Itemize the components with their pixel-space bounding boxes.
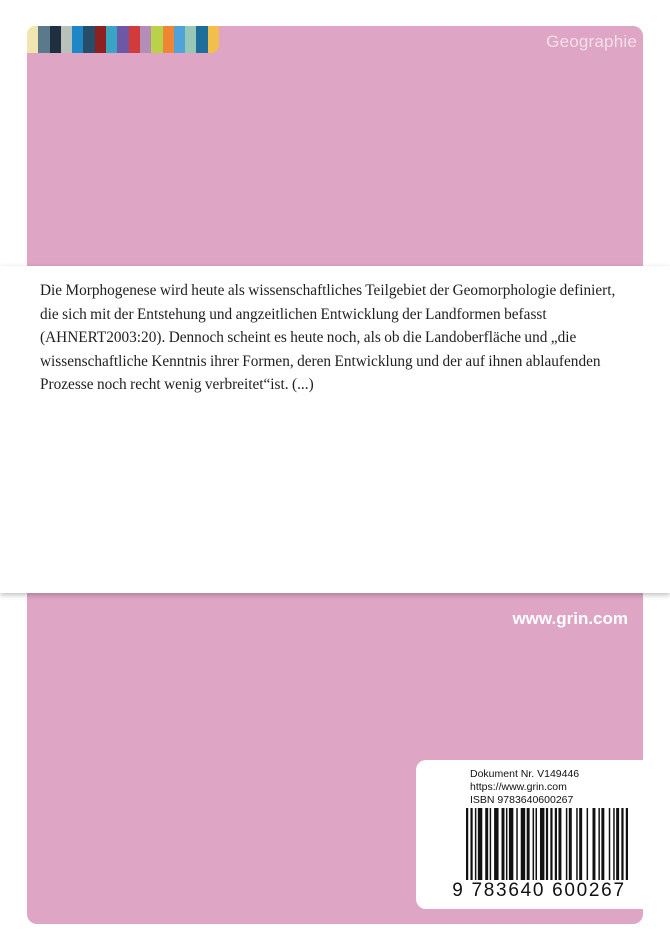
color-stripe [140, 26, 151, 53]
publisher-website: www.grin.com [512, 609, 628, 628]
barcode-bar [466, 808, 468, 880]
color-stripe [196, 26, 207, 53]
barcode-bar [598, 808, 599, 880]
color-stripe [174, 26, 185, 53]
color-stripes [27, 26, 219, 53]
color-stripe [163, 26, 174, 53]
barcode-bar [502, 808, 505, 880]
barcode-bar [533, 808, 534, 880]
barcode-bar [521, 808, 525, 880]
barcode-bar [587, 808, 588, 880]
barcode-bar [478, 808, 482, 880]
barcode-bar [555, 808, 557, 880]
barcode-digits: 9 783640 600267 [452, 880, 626, 901]
barcode-bar [509, 808, 513, 880]
barcode-bar [506, 808, 507, 880]
abstract-text: Die Morphogenese wird heute als wissenschaftliches Teilgebiet der Geomorphologie definiert, die sich mit der Entstehung und angzeitlichen Entwicklung der Landformen befasst (AHNERT2003:20). Dennoch scheint es heute noch, als ob die Landoberfläche und „die wissenschaftliche Kenntnis ihrer Formen, deren Entwicklung und der auf ihnen ablaufenden Prozesse noch recht wenig verbreitet“ist. (...) [40, 282, 616, 394]
color-stripe [208, 26, 219, 53]
barcode-bar [626, 808, 628, 880]
color-stripe [72, 26, 83, 53]
barcode-bar [546, 808, 548, 880]
barcode-bar [550, 808, 552, 880]
color-stripe [61, 26, 72, 53]
document-number: Dokument Nr. V149446 [470, 768, 580, 780]
color-stripe [38, 26, 49, 53]
barcode-bar [616, 808, 619, 880]
color-stripe [50, 26, 61, 53]
barcode-bar [516, 808, 517, 880]
category-label: Geographie [546, 32, 637, 51]
color-stripe [106, 26, 117, 53]
barcode-bar [475, 808, 476, 880]
color-stripe [83, 26, 94, 53]
barcode-bar [490, 808, 491, 880]
barcode-bar [613, 808, 614, 880]
color-stripe [129, 26, 140, 53]
color-stripe [95, 26, 106, 53]
barcode-image [466, 808, 628, 880]
barcode-bar [536, 808, 537, 880]
barcode-bar [621, 808, 623, 880]
barcode-bar [540, 808, 544, 880]
barcode-bar [569, 808, 572, 880]
barcode-bar [601, 808, 604, 880]
barcode-bar [494, 808, 498, 880]
barcode-bar [485, 808, 488, 880]
barcode-bar [566, 808, 567, 880]
barcode-bar [527, 808, 530, 880]
color-stripe [27, 26, 38, 53]
barcode-bar [470, 808, 472, 880]
color-stripe [151, 26, 162, 53]
barcode-bar [592, 808, 595, 880]
color-stripe [117, 26, 128, 53]
barcode-bar [609, 808, 610, 880]
barcode-bar [579, 808, 582, 880]
barcode-bar [576, 808, 577, 880]
color-stripe [185, 26, 196, 53]
barcode-bar [558, 808, 561, 880]
publisher-url: https://www.grin.com [470, 781, 567, 793]
isbn-number: ISBN 9783640600267 [470, 794, 574, 806]
